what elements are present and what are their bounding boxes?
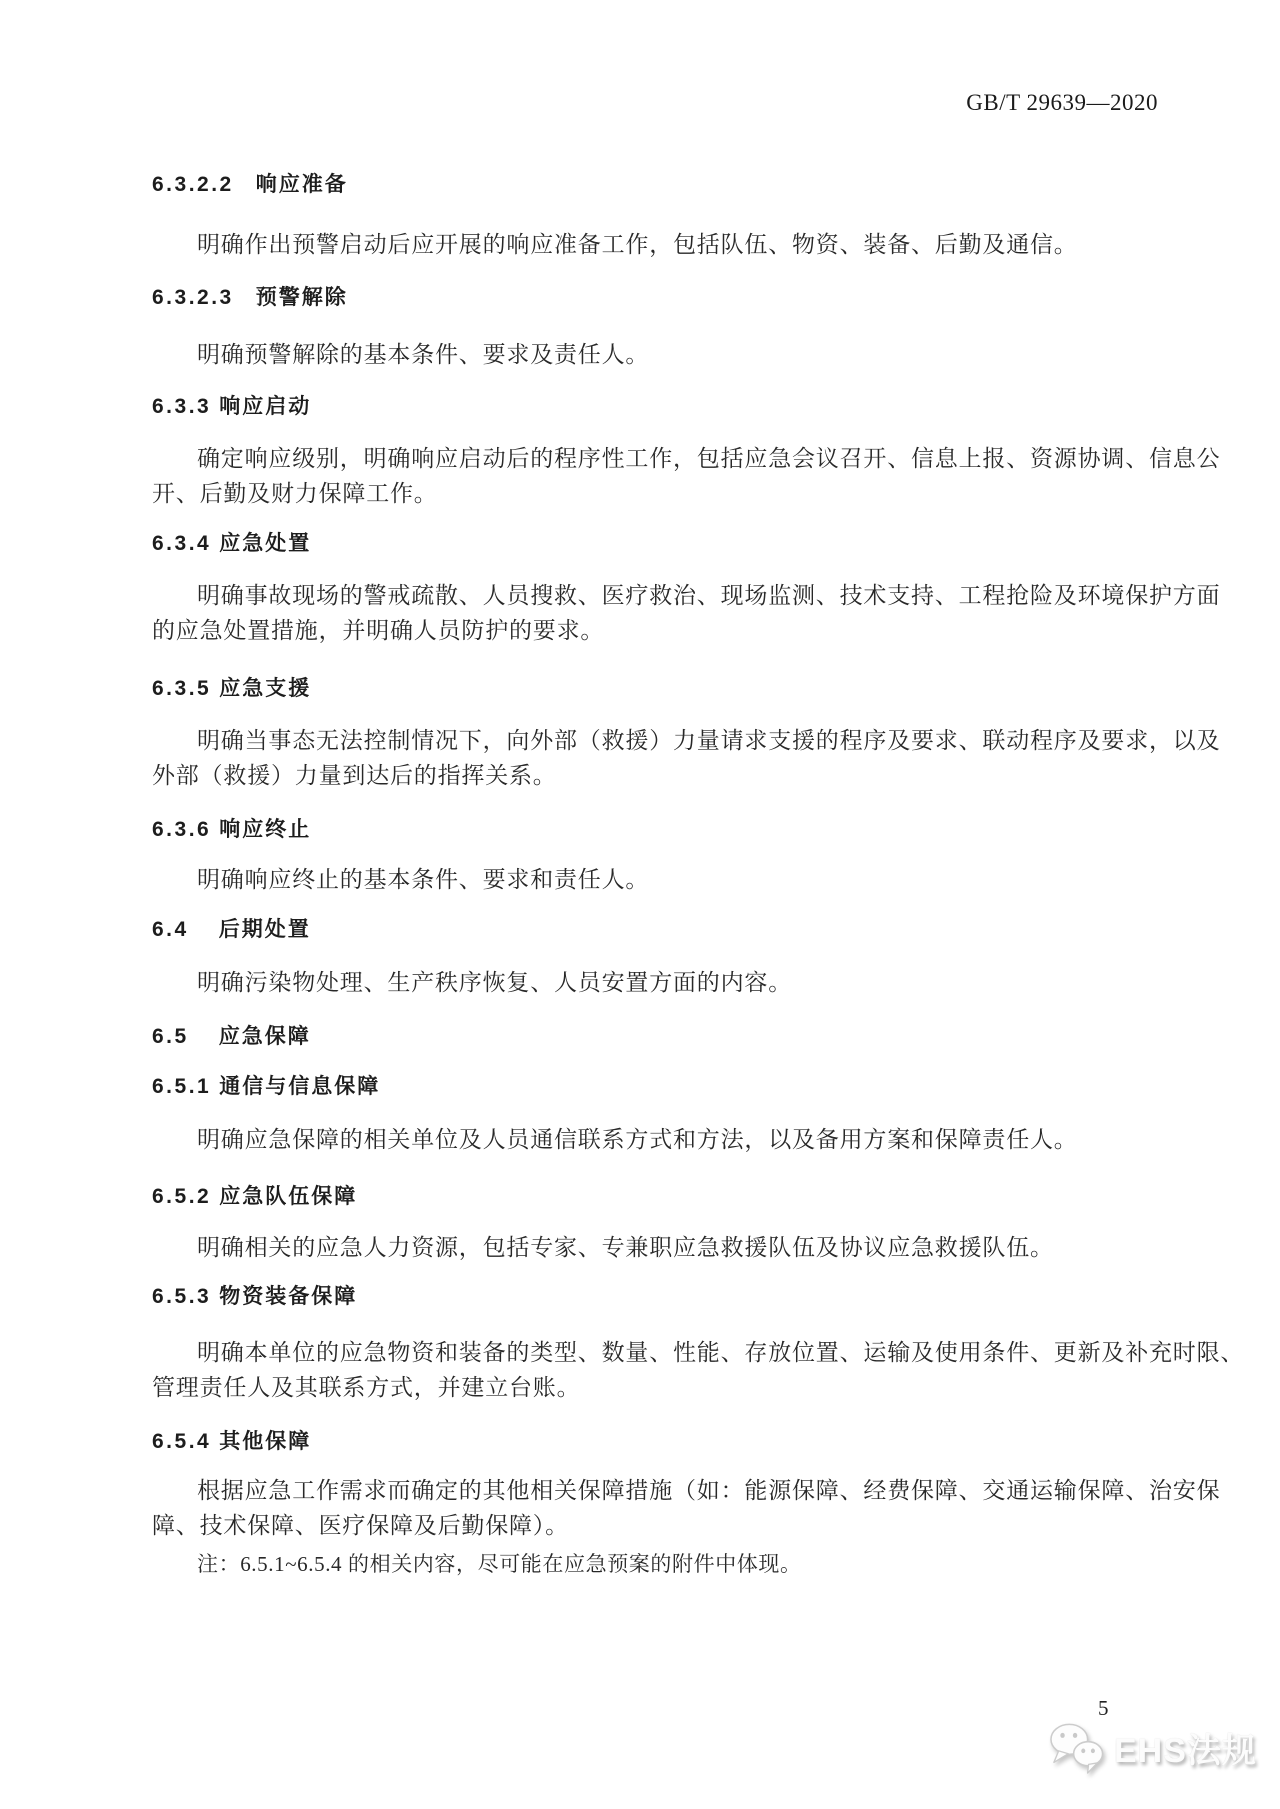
wechat-icon [1048, 1720, 1106, 1774]
paragraph-line: 明确事故现场的警戒疏散、人员搜救、医疗救治、现场监测、技术支持、工程抢险及环境保护方面 [197, 583, 1221, 608]
paragraph-line: 的应急处置措施，并明确人员防护的要求。 [152, 618, 605, 643]
heading-title: 后期处置 [218, 918, 311, 941]
heading-number: 6.5.4 [152, 1430, 212, 1453]
heading-number: 6.3.6 [152, 818, 212, 841]
heading-number: 6.3.2.3 [152, 286, 234, 309]
heading-6.5.2 [152, 1180, 1160, 1210]
heading-6.3.6 [152, 813, 1160, 843]
heading-number: 6.3.3 [152, 395, 212, 418]
paragraph-line: 根据应急工作需求而确定的其他相关保障措施（如：能源保障、经费保障、交通运输保障、治安保 [197, 1478, 1221, 1503]
heading-title: 应急处置 [219, 532, 312, 555]
heading-title: 应急队伍保障 [219, 1185, 358, 1208]
paragraph-line: 确定响应级别，明确响应启动后的程序性工作，包括应急会议召开、信息上报、资源协调、信息公 [197, 446, 1221, 471]
paragraph [152, 227, 1160, 262]
heading-number: 6.5.3 [152, 1285, 212, 1308]
paragraph-line: 明确作出预警启动后应开展的响应准备工作，包括队伍、物资、装备、后勤及通信。 [197, 232, 1078, 257]
heading-6.3.2.2 [152, 168, 1160, 198]
paragraph-line: 开、后勤及财力保障工作。 [152, 481, 438, 506]
watermark-text: EHS法规 [1114, 1731, 1257, 1770]
paragraph [152, 1473, 1221, 1543]
paragraph-line: 明确当事态无法控制情况下，向外部（救援）力量请求支援的程序及要求、联动程序及要求，以及 [197, 728, 1221, 753]
paragraph [152, 441, 1221, 511]
heading-title: 物资装备保障 [219, 1285, 358, 1308]
heading-6.5.4 [152, 1425, 1160, 1455]
watermark [1048, 1720, 1257, 1774]
paragraph [152, 578, 1221, 648]
paragraph [152, 337, 1160, 372]
heading-number: 6.3.5 [152, 677, 212, 700]
heading-6.3.2.3 [152, 281, 1160, 311]
paragraph-line: 明确本单位的应急物资和装备的类型、数量、性能、存放位置、运输及使用条件、更新及补充时限、 [197, 1340, 1245, 1365]
heading-6.4 [152, 913, 1160, 943]
paragraph [152, 1230, 1160, 1265]
paragraph [152, 1122, 1160, 1157]
heading-6.3.5 [152, 672, 1160, 702]
paragraph [152, 862, 1160, 897]
heading-6.5.3 [152, 1280, 1160, 1310]
paragraph [152, 965, 1160, 1000]
heading-number: 6.3.4 [152, 532, 212, 555]
heading-number: 6.5.2 [152, 1185, 212, 1208]
paragraph-line: 明确预警解除的基本条件、要求及责任人。 [197, 342, 650, 367]
note-text: 注：6.5.1~6.5.4 的相关内容，尽可能在应急预案的附件中体现。 [197, 1552, 802, 1576]
heading-6.5.1 [152, 1070, 1160, 1100]
heading-title: 通信与信息保障 [219, 1075, 381, 1098]
paragraph [152, 1335, 1245, 1405]
heading-number: 6.5 [152, 1025, 189, 1048]
heading-6.5 [152, 1020, 1160, 1050]
heading-number: 6.5.1 [152, 1075, 212, 1098]
paragraph-line: 明确响应终止的基本条件、要求和责任人。 [197, 867, 650, 892]
standard-number: GB/T 29639—2020 [966, 90, 1158, 115]
paragraph-line: 明确应急保障的相关单位及人员通信联系方式和方法，以及备用方案和保障责任人。 [197, 1127, 1078, 1152]
heading-6.3.3 [152, 390, 1160, 420]
heading-title: 预警解除 [255, 286, 348, 309]
heading-title: 应急支援 [219, 677, 312, 700]
paragraph-line: 明确污染物处理、生产秩序恢复、人员安置方面的内容。 [197, 970, 792, 995]
paragraph-line: 外部（救援）力量到达后的指挥关系。 [152, 763, 557, 788]
paragraph [152, 723, 1221, 793]
heading-number: 6.4 [152, 918, 189, 941]
heading-6.3.4 [152, 527, 1160, 557]
heading-title: 其他保障 [219, 1430, 312, 1453]
paragraph-line: 管理责任人及其联系方式，并建立台账。 [152, 1375, 581, 1400]
page-number: 5 [1098, 1696, 1109, 1720]
heading-title: 响应准备 [255, 173, 348, 196]
note [152, 1548, 1160, 1578]
heading-title: 响应终止 [219, 818, 312, 841]
heading-title: 应急保障 [218, 1025, 311, 1048]
paragraph-line: 明确相关的应急人力资源，包括专家、专兼职应急救援队伍及协议应急救援队伍。 [197, 1235, 1054, 1260]
paragraph-line: 障、技术保障、医疗保障及后勤保障）。 [152, 1513, 569, 1538]
heading-number: 6.3.2.2 [152, 173, 234, 196]
heading-title: 响应启动 [219, 395, 312, 418]
